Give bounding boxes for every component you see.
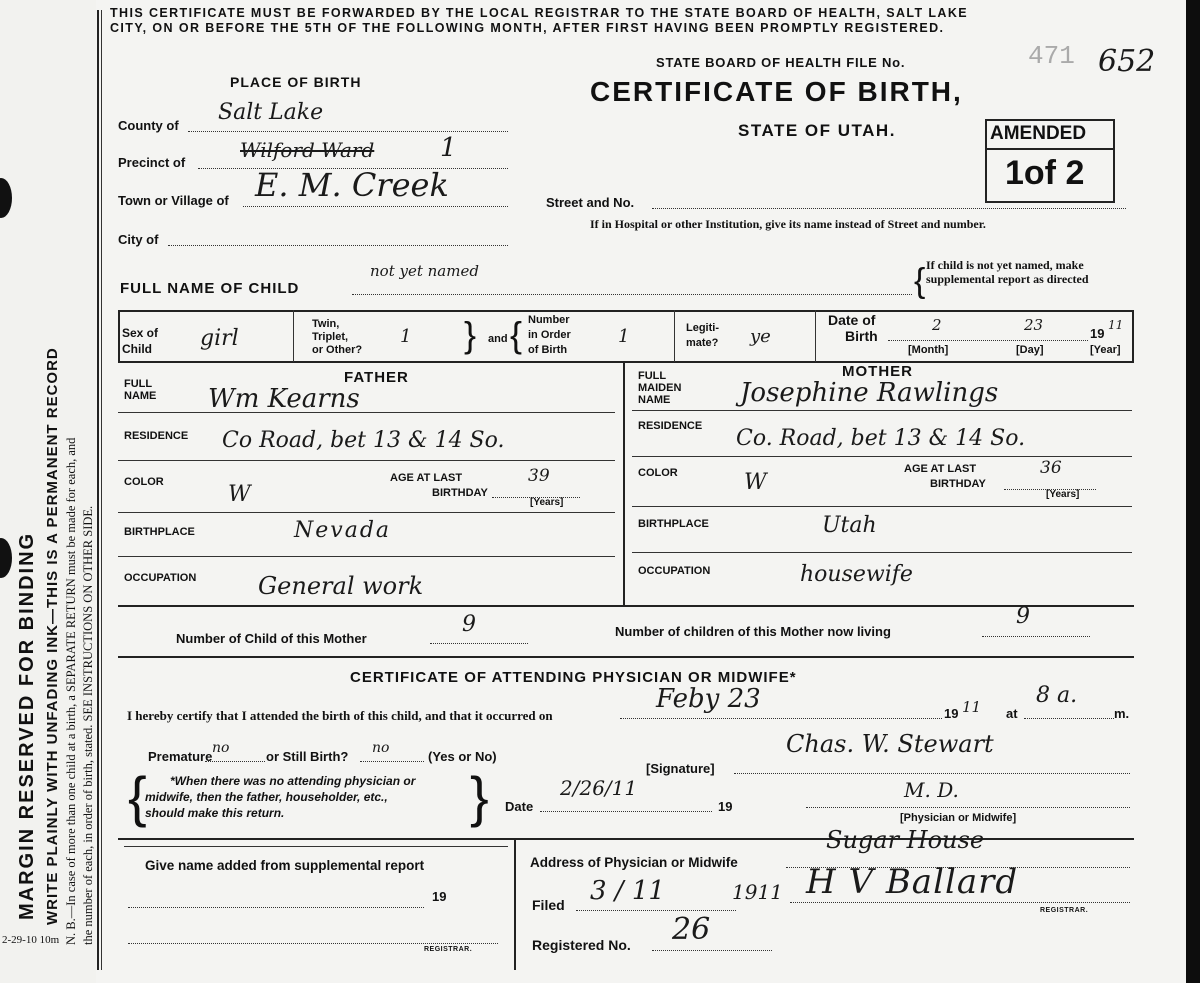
registrar-label: REGISTRAR. <box>1040 907 1089 914</box>
note-brace-right: } <box>470 765 489 828</box>
physician-address-value: Sugar House <box>826 826 985 854</box>
form-left-border <box>97 10 99 970</box>
legit-label2: mate? <box>686 337 719 349</box>
mother-age-label2: BIRTHDAY <box>930 478 986 490</box>
occurred-year-prefix: 19 <box>944 706 959 721</box>
mother-birthplace-label: BIRTHPLACE <box>638 518 709 530</box>
amended-stamp <box>985 119 1115 203</box>
binding-margin-text: MARGIN RESERVED FOR BINDING <box>16 531 38 920</box>
file-number-stamp: 471 <box>1028 41 1075 71</box>
sex-label2: Child <box>122 342 152 356</box>
mother-years-label: [Years] <box>1046 489 1080 500</box>
mother-color-value: W <box>744 470 767 495</box>
father-occupation-label: OCCUPATION <box>124 572 197 584</box>
birth-order-value: 1 <box>618 326 630 347</box>
child-name-label: FULL NAME OF CHILD <box>120 280 300 297</box>
premature-label: Premature <box>148 749 213 764</box>
twin-value: 1 <box>400 326 412 347</box>
child-name-value: not yet named <box>370 262 479 280</box>
mother-name-value: Josephine Rawlings <box>740 378 999 408</box>
twin-label3: or Other? <box>312 344 363 356</box>
registered-number-label: Registered No. <box>532 937 631 953</box>
hospital-note: If in Hospital or other Institution, give its name instead of Street and number. <box>590 217 986 231</box>
day-label: [Day] <box>1016 344 1044 356</box>
signature-value: Chas. W. Stewart <box>786 730 994 758</box>
occurred-date-value: Feby 23 <box>656 684 761 714</box>
year-label: [Year] <box>1090 344 1121 356</box>
dob-year: 11 <box>1108 318 1124 332</box>
mother-residence-label: RESIDENCE <box>638 420 703 432</box>
supplemental-registrar-label: REGISTRAR. <box>424 946 473 953</box>
nb-note-line1: N. B.—In case of more than one child at a birth, a SEPARATE RETURN must be made for each, and <box>64 437 78 945</box>
father-heading: FATHER <box>344 369 409 386</box>
mother-heading: MOTHER <box>842 363 913 380</box>
town-value: E. M. Creek <box>255 166 449 204</box>
children-count-label: Number of Child of this Mother <box>176 631 367 646</box>
yesno-label: (Yes or No) <box>428 749 497 764</box>
file-number-handwritten: 652 <box>1098 44 1156 79</box>
date-label: Date <box>505 799 534 814</box>
twin-label2: Triplet, <box>312 331 349 343</box>
amended-text: AMENDED <box>990 123 1087 144</box>
father-residence-value: Co Road, bet 13 & 14 So. <box>222 428 505 453</box>
mother-birthplace-value: Utah <box>822 513 877 538</box>
mother-name-label1: FULL <box>638 370 667 382</box>
certify-text: I hereby certify that I attended the birth of this child, and that it occurred on <box>127 708 553 723</box>
certificate-title: CERTIFICATE OF BIRTH, <box>590 76 963 107</box>
father-color-value: W <box>228 482 251 507</box>
page-count-text: 1of 2 <box>1005 154 1085 192</box>
form-left-border-inner <box>101 10 102 970</box>
town-label: Town or Village of <box>118 193 229 208</box>
county-label: County of <box>118 118 179 133</box>
physician-address-label: Address of Physician or Midwife <box>530 855 738 870</box>
sex-value: girl <box>200 326 239 351</box>
registered-number-value: 26 <box>672 912 711 947</box>
and-label: and <box>488 333 508 345</box>
state-label: STATE OF UTAH. <box>738 121 896 140</box>
dob-month: 2 <box>932 316 942 334</box>
father-birthplace-value: Nevada <box>294 518 392 543</box>
occurred-year: 11 <box>962 698 982 716</box>
dob-day: 23 <box>1024 316 1044 334</box>
supplemental-label: Give name added from supplemental report <box>145 858 425 873</box>
name-brace: { <box>914 262 926 300</box>
city-label: City of <box>118 232 159 247</box>
note-line1: *When there was no attending physician or <box>170 774 416 788</box>
dob-label1: Date of <box>828 312 876 328</box>
living-count-label: Number of children of this Mother now living <box>615 624 891 639</box>
twin-label1: Twin, <box>312 318 340 330</box>
md-value: M. D. <box>904 778 959 802</box>
father-birthplace-label: BIRTHPLACE <box>124 526 195 538</box>
children-count-value: 9 <box>462 612 476 637</box>
legit-value: ye <box>750 326 771 347</box>
mother-age-label1: AGE AT LAST <box>904 463 977 475</box>
mother-occupation-label: OCCUPATION <box>638 565 711 577</box>
stillbirth-value: no <box>372 740 390 756</box>
father-name-label1: FULL <box>124 378 153 390</box>
father-name-label2: NAME <box>124 390 157 402</box>
nb-note-line2: the number of each, in order of birth, stated. SEE INSTRUCTIONS ON OTHER SIDE. <box>81 505 95 945</box>
mother-color-label: COLOR <box>638 467 678 479</box>
father-name-value: Wm Kearns <box>208 384 360 414</box>
note-brace-left: { <box>128 765 147 828</box>
legit-label1: Legiti- <box>686 322 719 334</box>
father-occupation-value: General work <box>258 572 424 600</box>
birth-certificate: MARGIN RESERVED FOR BINDING WRITE PLAINLY WITH UNFADING INK—THIS IS A PERMANENT RECORD N. B.—In case of more than one child at a birth, a SEPARATE RETURN must be made for each, and the number of each, in order of birth, stated. SEE INSTRUCTIONS ON OTHER SIDE. 2-29-10 10m THIS CERTIFICATE MUST BE FORWARDED BY THE LOCAL REGISTRAR TO THE STATE BOARD OF HEALTH, SALT LAKE CITY, ON OR BEFORE THE 5TH OF THE FOLLOWING MONTH, AFTER FIRST HAVING BEEN PROMPTLY REGISTERED. STATE BOARD OF HEALTH FILE No. 471 652 CERTIFICATE OF BIRTH, STATE OF UTAH. AMENDED 1of 2 PLACE OF BIRTH County of Salt Lake Precinct of Wilford Ward 1 Town or Village of E. M. Creek City of Street and No. If in Hospital or other Institution, give its name instead of Street and number. FULL NAME OF CHILD not yet named { If child is not yet named, make supplemental report as directed Sex of Child girl Twin, Triplet, or Other? 1 } and { Number in Order of Birth 1 Legiti- mate? ye Date of Birth 2 23 19 11 [Month] [Day] [Year] FATHER FULL NAME Wm Kearns RESIDENCE Co Road, bet 13 & 14 So. COLOR W AGE AT LAST BIRTHDAY 39 [Years] BIRTHPLACE Nevada OCCUPATION General work MOTHER FULL MAIDEN NAME Josephine Rawlings RESIDENCE Co. Road, bet 13 & 14 So. COLOR W AGE AT LAST BIRTHDAY 36 [Years] BIRTHPLACE Utah OCCUPATION housewife Number of Child of this Mother 9 Number of children of this Mother now living 9 CERTIFICATE OF ATTENDING PHYSICIAN OR MIDWIFE* I hereby certify that I attended the birth of this child, and that it occurred on Feby 23 19 11 at 8 a. m. Premature no or Still Birth? no (Yes or No) { *When there was no attending physician or midwife, then the father, householder, etc., should make this return. } [Signature] Chas. W. Stewart Date 2/26/11 19 M. D. [Physician or Midwife] Address of Physician or Midwife Sugar House Give name added from supplemental report 19 REGISTRAR. Filed 3 / 11 1911 H V Ballard REGISTRAR. Registered No. 26 <box>0 0 1200 983</box>
child-name-note2: supplemental report as directed <box>926 272 1089 286</box>
header-line2: CITY, ON OR BEFORE THE 5TH OF THE FOLLOWING MONTH, AFTER FIRST HAVING BEEN PROMPTLY REGISTERED. <box>110 21 945 35</box>
place-of-birth-heading: PLACE OF BIRTH <box>230 74 362 90</box>
number-label1: Number <box>528 314 570 326</box>
living-count-value: 9 <box>1016 604 1030 629</box>
scan-edge <box>1186 0 1200 983</box>
note-line2: midwife, then the father, householder, etc., <box>145 790 388 804</box>
dob-label2: Birth <box>845 328 878 344</box>
father-age-label2: BIRTHDAY <box>432 487 488 499</box>
child-name-note1: If child is not yet named, make <box>926 258 1084 272</box>
father-residence-label: RESIDENCE <box>124 430 189 442</box>
mother-age-value: 36 <box>1040 458 1062 478</box>
stillbirth-label: or Still Birth? <box>266 749 349 764</box>
date-value: 2/26/11 <box>560 776 638 800</box>
birth-time-value: 8 a. <box>1036 683 1078 708</box>
signature-label: [Signature] <box>646 761 715 776</box>
permanent-record-text: WRITE PLAINLY WITH UNFADING INK—THIS IS A PERMANENT RECORD <box>44 347 61 925</box>
father-color-label: COLOR <box>124 476 164 488</box>
note-line3: should make this return. <box>145 806 285 820</box>
physician-or-midwife-label: [Physician or Midwife] <box>900 812 1017 824</box>
at-label: at <box>1006 706 1018 721</box>
date-year: 19 <box>718 799 733 814</box>
street-label: Street and No. <box>546 195 635 210</box>
father-age-label1: AGE AT LAST <box>390 472 463 484</box>
form-number: 2-29-10 10m <box>2 934 60 946</box>
filed-label: Filed <box>532 897 565 913</box>
header-line1: THIS CERTIFICATE MUST BE FORWARDED BY THE LOCAL REGISTRAR TO THE STATE BOARD OF HEALTH, SALT LAKE <box>110 6 969 20</box>
precinct-struck-value: Wilford Ward <box>240 138 375 162</box>
precinct-value: 1 <box>440 133 457 163</box>
premature-value: no <box>212 740 230 756</box>
m-label: m. <box>1114 706 1130 721</box>
number-label2: in Order <box>528 329 571 341</box>
precinct-label: Precinct of <box>118 155 186 170</box>
parents-divider <box>623 362 625 605</box>
physician-heading: CERTIFICATE OF ATTENDING PHYSICIAN OR MIDWIFE* <box>350 669 797 686</box>
mother-name-label2: MAIDEN <box>638 382 682 394</box>
registrar-signature: H V Ballard <box>806 862 1019 902</box>
county-value: Salt Lake <box>218 100 324 125</box>
mother-occupation-value: housewife <box>800 562 913 587</box>
mother-residence-value: Co. Road, bet 13 & 14 So. <box>736 426 1026 451</box>
father-age-value: 39 <box>528 466 550 486</box>
dob-year-prefix: 19 <box>1090 326 1105 341</box>
mother-name-label3: NAME <box>638 394 671 406</box>
month-label: [Month] <box>908 344 949 356</box>
file-number-label: STATE BOARD OF HEALTH FILE No. <box>656 55 906 70</box>
number-label3: of Birth <box>528 344 568 356</box>
father-years-label: [Years] <box>530 497 564 508</box>
filed-year-value: 1911 <box>732 880 783 904</box>
sex-label1: Sex of <box>122 326 159 340</box>
filed-date-value: 3 / 11 <box>590 876 665 906</box>
supplemental-year: 19 <box>432 889 447 904</box>
